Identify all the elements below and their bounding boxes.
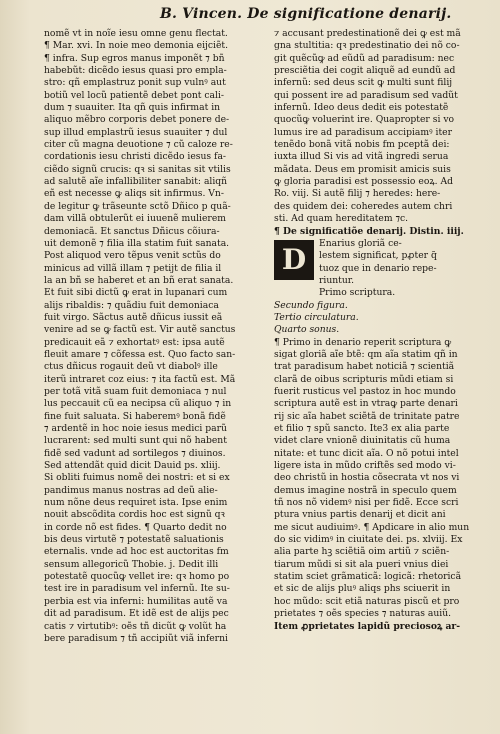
text-line: infernũ. Ideo deus dedit eis potestatẽ	[274, 102, 449, 114]
initial-block	[274, 238, 490, 300]
chapter-heading: ¶ De significatiõe denarij. Distin. iiij.	[274, 225, 464, 237]
text-line: do sic vidimꝰ in ciuitate dei. ps. xlviij. Ex	[274, 534, 463, 546]
text-line: uit demonẽ ⁊ filia illa statim fuit sanata.	[44, 237, 230, 249]
text-line: tñ nos nõ videmꝰ nisi per fidẽ. Ecce scri	[274, 497, 459, 509]
section-label: Quarto sonus.	[274, 324, 340, 336]
text-line: prietates ⁊ oẽs species ⁊ naturas auiũ.	[274, 608, 452, 620]
text-line: me sicut audiuimꝰ. ¶ Apdicare in alio mun	[274, 521, 470, 533]
text-line: fuerit rusticus vel pastoz in hoc mundo	[274, 385, 456, 397]
text-line: perbia est via inferni: humilitas autẽ va	[44, 595, 228, 607]
text-line: qui possent ire ad paradisum sed vadũt	[274, 89, 458, 101]
text-line: ⁊ accusant predestinationẽ dei ꝙ est mã	[274, 28, 461, 39]
text-line: nouit abscõdita cordis hoc est signũ qꝛ	[44, 509, 225, 521]
text-line: videt clare vnionẽ diuinitatis cũ huma	[274, 435, 451, 447]
initial-text-line: tuoz que in denario repe-	[319, 262, 437, 274]
text-line: nomẽ vt in noĩe iesu omne genu flectat.	[44, 28, 228, 39]
text-line: venire ad se ꝙ factũ est. Vir autẽ sanctus	[44, 324, 236, 336]
text-line: fidẽ sed vadunt ad sortilegos ⁊ diuinos.	[44, 447, 226, 459]
text-line: Post aliquod vero tẽpus venit sctũs do	[44, 250, 221, 262]
text-line: test ire in paradisum vel infernũ. Ite su-	[44, 583, 230, 595]
text-line: Sed attendãt quid dicit Dauid ps. xliij.	[44, 460, 221, 472]
text-line: sigat gloriã aĩe btẽ: qm aĩa statim qñ in	[274, 348, 458, 360]
right-column-body	[274, 337, 490, 621]
text-line: ad salutẽ aĩe infallibiliter sanabit: aliqñ	[44, 176, 228, 188]
text-line: bere paradisum ⁊ tñ accipiũt viã inferni	[44, 632, 228, 644]
text-line: tenẽdo bonã vitã nobis fm pceptã dei:	[274, 139, 450, 151]
initial-text-line: Enarius gloriã ce-	[319, 237, 402, 249]
text-line: deo christũ in hostia cõsecrata vt nos vi	[274, 472, 460, 484]
running-head: B. Vincen. De significatione denarij.	[160, 6, 452, 22]
text-line: sti. Ad quam hereditatem ⁊c.	[274, 213, 409, 225]
text-line: cordationis iesu christi dicẽdo iesus fa-	[44, 151, 227, 163]
text-line: ciẽdo signũ crucis: qꝛ si sanitas sit vtilis	[44, 163, 231, 175]
text-line: per totã vitã suam fuit demoniaca ⁊ nul	[44, 385, 227, 397]
text-line: ¶ infra. Sup egros manus imponẽt ⁊ bñ	[44, 52, 225, 64]
text-line: lucrarent: sed multi sunt qui nõ habent	[44, 435, 227, 447]
text-line: alijs ribaldis: ⁊ quãdiu fuit demoniaca	[44, 299, 219, 311]
text-line: statim sciet grãmaticã: logicã: rhetoricã	[274, 571, 462, 583]
closing-line: Item ꝓprietates lapidũ preciosoꝝ ar-	[274, 620, 461, 632]
text-line: ligere ista in mũdo criftẽs sed modo vi-	[274, 460, 456, 472]
text-line: demoniacã. Et sanctus Dñicus cõiura-	[44, 225, 220, 237]
right-column-top	[274, 28, 490, 226]
text-line: nitate: et tunc dicit aĩa. O nõ potui intel	[274, 447, 459, 459]
text-line: in corde nõ est fides. ¶ Quarto dedit no	[44, 521, 227, 533]
text-line: dam villã obtulerũt ei iuuenẽ mulierem	[44, 213, 226, 225]
left-column	[44, 28, 260, 645]
text-line: infernũ: sed deus scit ꝙ multi sunt filij	[274, 77, 453, 89]
text-columns	[44, 28, 490, 645]
text-line: pandimus manus nostras ad deũ alie-	[44, 484, 218, 496]
initial-text-line: riuntur.	[319, 274, 355, 286]
text-line: ¶ Primo in denario reperit scriptura ꝙ	[274, 336, 452, 348]
text-line: de legitur ꝙ trãseunte sctõ Dñico p quã-	[44, 200, 231, 212]
text-line: ¶ Mar. xvi. In noie meo demonia eijciẽt.	[44, 40, 229, 52]
page-header	[44, 6, 490, 28]
text-line: hoc mũdo: scit etiã naturas piscũ et pro	[274, 595, 460, 607]
text-line: potestatẽ quocũꝙ vellet ire: qꝛ homo po	[44, 571, 230, 583]
section-label: Tertio circulatura.	[274, 311, 359, 323]
text-line: rij sic aĩa habet sciẽtã de trinitate patre	[274, 410, 460, 422]
text-line: git quẽcũꝙ ad eũdũ ad paradisum: nec	[274, 52, 455, 64]
text-line: la an bñ se haberet et an bñ erat sanata.	[44, 274, 234, 286]
text-line: lumus ire ad paradisum accipiamꝰ iter	[274, 126, 453, 138]
text-line: Ro. viij. Si autẽ filij ⁊ heredes: here-	[274, 188, 441, 200]
text-line: iterũ intraret coz eius: ⁊ ita factũ est. Mã	[44, 373, 236, 385]
text-line: dum ⁊ suauiter. Ita qñ quis infirmat in	[44, 102, 221, 114]
text-line: eñ est necesse ꝙ aliqs sit infirmus. Vn-	[44, 188, 224, 200]
text-line: demus imagine nostrã in speculo quem	[274, 484, 457, 496]
text-line: Si obliti fuimus nomẽ dei nostri: et si ex	[44, 472, 230, 484]
decorated-initial-letter: D	[274, 240, 314, 280]
text-line: botiũ vel locũ patientẽ debet pont cali-	[44, 89, 225, 101]
text-line: ⁊ ardentẽ in hoc noie iesus medici parũ	[44, 423, 227, 434]
text-line: ctus dñicus rogauit deũ vt diabolꝰ ille	[44, 361, 218, 373]
text-line: habebũt: dicẽdo iesus quasi pro empla-	[44, 65, 227, 77]
right-column	[274, 28, 490, 645]
text-line: ꝙ gloria paradisi est possessio eoꝝ. Ad	[274, 176, 454, 188]
text-line: fuit virgo. Sãctus autẽ dñicus iussit eã	[44, 311, 223, 323]
text-line: iuxta illud Si vis ad vitã ingredi serua	[274, 151, 449, 163]
text-line: predicauit eã ⁊ exhortatꝰ est: ipsa autẽ	[44, 336, 225, 348]
text-line: gna stultitia: qꝛ predestinatio dei nõ co-	[274, 40, 460, 52]
text-line: sensum allegoricũ Thobie. j. Dedit illi	[44, 558, 219, 570]
text-line: presciẽtia dei cogit aliquẽ ad eundũ ad	[274, 65, 456, 77]
text-line: fleuit amare ⁊ cõfessa est. Quo facto san-	[44, 348, 236, 360]
text-line: sup illud emplastrũ iesus suauiter ⁊ dul	[44, 126, 228, 138]
text-line: aliquo mẽbro corporis debet ponere de-	[44, 114, 230, 126]
text-line: Et fuit sibi dictũ ꝙ erat in lupanari cum	[44, 287, 228, 299]
text-line: des quidem dei: coheredes autem chri	[274, 200, 453, 212]
text-line: clarã de oibus scripturis mũdi etiam si	[274, 373, 454, 385]
text-line: minicus ad villã illam ⁊ petijt de filia il	[44, 262, 222, 274]
section-label: Secundo figura.	[274, 299, 348, 311]
text-line: num nõne deus requiret ista. Ipse enim	[44, 497, 228, 509]
text-line: bis deus virtutẽ ⁊ potestatẽ saluationis	[44, 534, 224, 546]
text-line: quocũꝙ voluerint ire. Quapropter si vo	[274, 114, 455, 126]
text-line: lus peccauit cũ ea necipsa cũ aliquo ⁊ in	[44, 398, 232, 410]
text-line: mãdata. Deus em promisit amicis suis	[274, 163, 451, 175]
initial-text-line: Primo scriptura.	[319, 287, 396, 299]
text-line: dit ad paradisum. Et idẽ est de alijs pec	[44, 608, 229, 620]
text-line: alia parte hꝫ sciẽtiã oim artiũ ⁊ sciẽn-	[274, 546, 450, 558]
text-line: et filio ⁊ spũ sancto. Ite3 ex alia parte	[274, 423, 450, 434]
text-line: eternalis. vnde ad hoc est auctoritas fm	[44, 546, 229, 558]
text-line: trat paradisum habet noticiã ⁊ scientiã	[274, 361, 455, 373]
text-line: catis ⁊ virtutibꝰ: oẽs tñ dicũt ꝙ volũt ha	[44, 620, 227, 632]
text-line: et sic de alijs pluꝰ aliqs phs sciuerit in	[274, 583, 451, 595]
text-line: fine fuit saluata. Si haberemꝰ bonã fidẽ	[44, 410, 226, 422]
text-line: tiarum mũdi si sit ala pueri vnius diei	[274, 558, 449, 570]
section-labels	[274, 300, 490, 337]
text-line: stro: qñ emplastruz ponit sup vulnꝰ aut	[44, 77, 226, 89]
text-line: ptura vnius partis denarij et dicit ani	[274, 509, 446, 521]
text-line: citer cũ magna deuotione ⁊ cũ caloze re-	[44, 139, 233, 151]
initial-text-lines	[319, 238, 490, 300]
initial-text-line: lestem significat, pꝓter q̃	[319, 250, 437, 262]
text-line: scriptura autẽ est in vtraꝙ parte denari	[274, 398, 458, 410]
